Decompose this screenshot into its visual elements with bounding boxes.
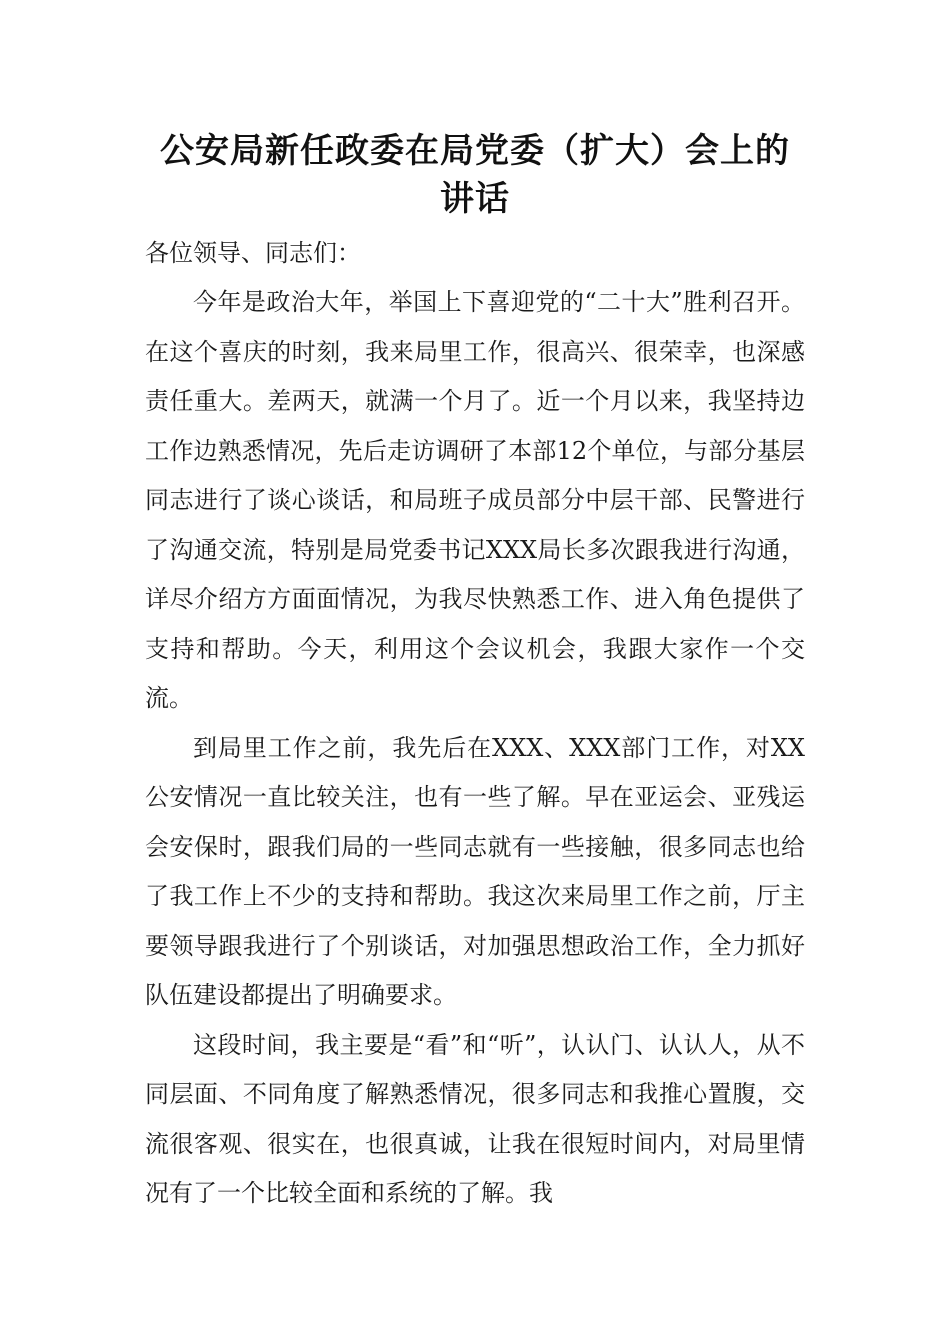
document-body <box>145 234 805 1219</box>
document-title: 公安局新任政委在局党委（扩大）会上的讲话 <box>160 131 790 219</box>
salutation: 各位领导、同志们： <box>145 239 361 267</box>
paragraph-1: 今年是政治大年，举国上下喜迎党的“二十大”胜利召开。在这个喜庆的时刻，我来局里工作，很高兴、很荣幸，也深感责任重大。差两天，就满一个月了。近一个月以来，我坚持边工作边熟悉情况，先后走访调研了本部12个单位，与部分基层同志进行了谈心谈话，和局班子成员部分中层干部、民警进行了沟通交流，特别是局党委书记XXX局长多次跟我进行沟通，详尽介绍方方面面情况，为我尽快熟悉工作、进入角色提供了支持和帮助。今天，利用这个会议机会，我跟大家作一个交流。 <box>145 288 805 712</box>
paragraph-3: 这段时间，我主要是“看”和“听”，认认门、认认人，从不同层面、不同角度了解熟悉情况，很多同志和我推心置腹，交流很客观、很实在，也很真诚，让我在很短时间内，对局里情况有了一个比较全面和系统的了解。我 <box>145 1030 805 1207</box>
paragraph-2: 到局里工作之前，我先后在XXX、XXX部门工作，对XX公安情况一直比较关注，也有一些了解。早在亚运会、亚残运会安保时，跟我们局的一些同志就有一些接触，很多同志也给了我工作上不少的支持和帮助。我这次来局里工作之前，厅主要领导跟我进行了个别谈话，对加强思想政治工作，全力抓好队伍建设都提出了明确要求。 <box>145 733 805 1009</box>
